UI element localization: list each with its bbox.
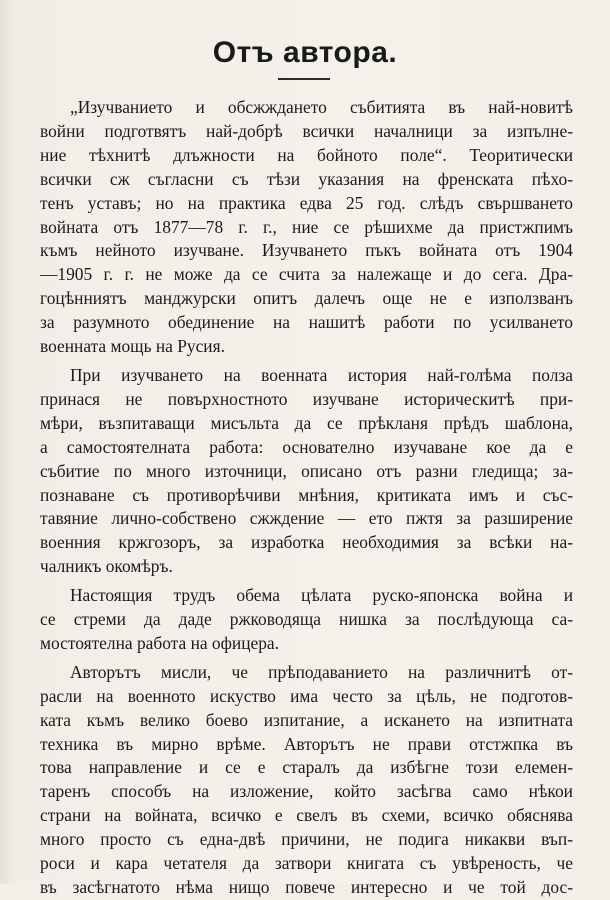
text-line: тенъ уставъ; но на практика едва 25 год. слѣдъ свършването [40,192,573,213]
text-line: а самостоятелната работа: основателно изучаване кое да е [40,436,573,457]
text-line: таренъ способъ на изложение, който засѣгва само нѣкои [40,781,573,802]
text-line: войни подготвятъ най-добрѣ всички началници за изпълне- [40,120,573,141]
paragraph [40,584,573,656]
text-line: се стреми да даде ржководяща нишка за послѣдующа са- [40,609,573,630]
text-line: роси и кара четателя да затвори книгата съ увѣреность, че [40,853,573,874]
text-line: ката къмъ велико боево изпитание, а искането на изпитната [40,709,573,730]
text-line: страни на войната, всичко е свелъ въ схеми, всичко обяснява [40,805,573,826]
text-line: техника въ мирно врѣме. Авторътъ не прави отстжпка въ [40,733,573,754]
body-text [40,96,573,900]
text-line: мѣри, възпитаващи мисъльта да се прѣкланя прѣдъ шаблона, [40,412,573,433]
text-line: въ засѣгнатото нѣма нищо повече интересно и че той дос- [40,877,573,897]
text-line: събитие по много източници, описано отъ разни гледища; за- [40,460,573,481]
text-line: всички сж съгласни съ тѣзи указания на френската пѣхо- [40,168,573,189]
text-line: Настоящия трудъ обема цѣлата руско-японска война и [70,585,573,606]
text-line: „Изучванието и обсжждането събитията въ най-новитѣ [70,97,573,117]
paragraph [40,661,573,900]
text-line: за разумното обединение на нашитѣ работи по усилването [40,312,573,333]
text-line: това направление и се е старалъ да избѣгне този елемен- [40,757,573,778]
text-line: —1905 г. г. не може да се счита за належаще и до сега. Дра- [40,264,573,285]
page-title: Отъ автора. [212,36,398,69]
paragraph [40,96,573,359]
text-line: гоцѣнниятъ манджурски опитъ далечъ още не е използванъ [40,288,573,309]
text-line: Авторътъ мисли, че прѣподаванието на различнитѣ от- [70,661,573,682]
text-line: къмъ нейното изучване. Изучването пъкъ войната отъ 1904 [40,240,573,261]
text-line: принася не повърхностното изучване историческитѣ при- [40,388,573,409]
text-line: ние тѣхнитѣ длъжности на бойното поле“. Теоритически [40,144,573,165]
text-line: При изучването на военната история най-голѣма полза [70,364,573,385]
text-line: мостоятелна работа на офицера. [40,632,279,653]
text-line: чалникъ окомѣръ. [40,556,173,577]
text-line: тавяние лично-собствено сжждение — ето пжтя за разширение [40,508,573,529]
text-line: расли на военното искуство има често за цѣль, не подготов- [40,685,573,706]
text-line: познаване съ противорѣчиви мнѣния, критиката имъ и със- [40,484,573,505]
text-line: военната мощь на Русия. [40,336,225,357]
text-line: войната отъ 1877—78 г. г., ние се рѣшихме да пристжпимъ [40,216,573,237]
paragraph [40,364,573,579]
text-line: много просто съ една-двѣ причини, не подига никакви въп- [40,829,573,850]
title-underline [278,78,330,80]
text-line: военния кржгозоръ, за изработка необходимия за всѣки на- [40,532,573,553]
